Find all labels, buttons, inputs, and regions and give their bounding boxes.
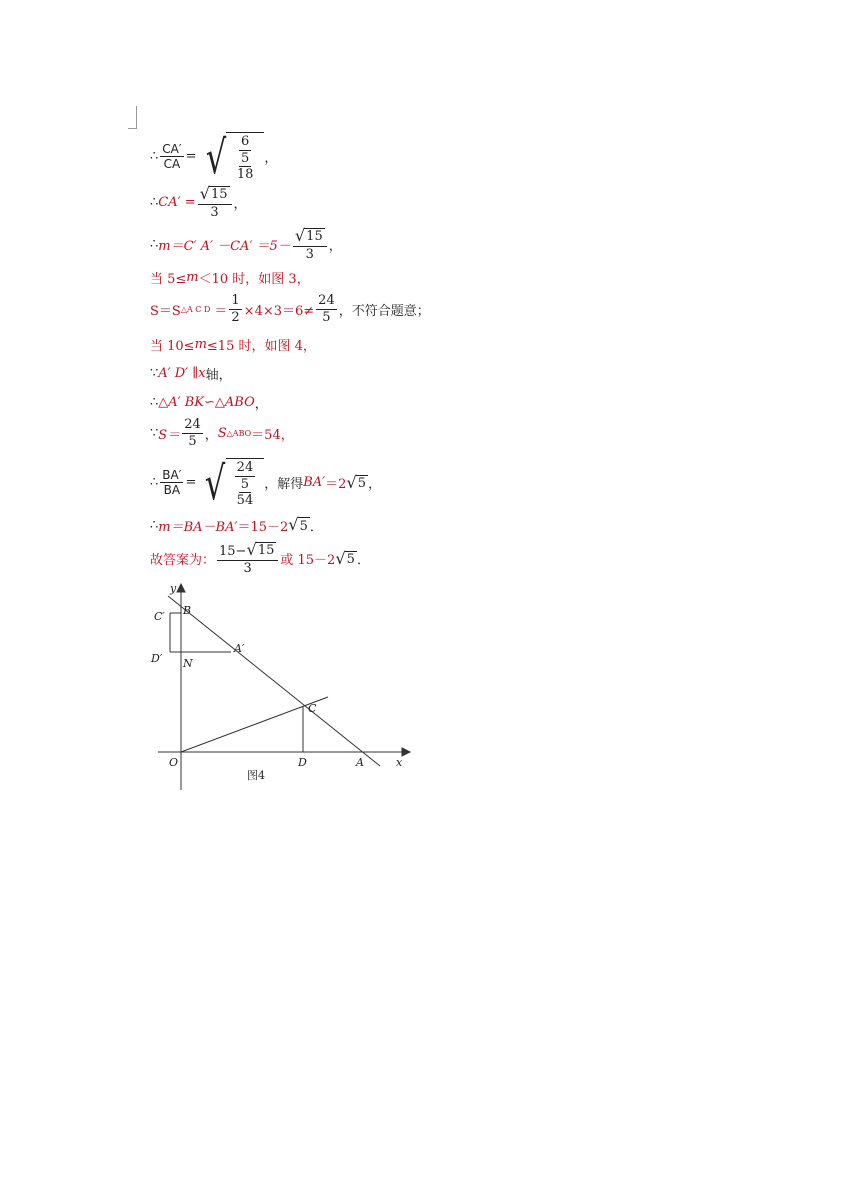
fraction-ca-ratio: $\frac{CA'}{CA}$ (162, 141, 182, 172)
label-c: C (308, 702, 317, 715)
fraction-24-over-5: $\frac{24}{5}$ (318, 293, 335, 325)
line-ratio-ca: ∴ $\frac{CA'}{CA}$ = √ $\frac{6}{\frac{5}{18}}$ ， (150, 129, 278, 184)
sqrt-nested-fraction: √ $\frac{24}{\frac{5}{54}}$ (196, 458, 264, 508)
label-b: B (183, 604, 192, 617)
sqrt-5: √ 5 (346, 472, 367, 492)
label-x: x (396, 756, 403, 769)
line-case-5-10: 当 5≤ m ＜10 时，如图 3， (150, 270, 310, 287)
line-ab (168, 596, 380, 766)
line-area-check: S＝S △A C D ＝ $\frac{1}{2}$ ×4×3＝6≠ $\frac{24}{5}$ ，不符合题意； (150, 293, 430, 325)
line-parallel: ∵ A′ D′ ∥x 轴， (150, 366, 232, 383)
label-a: A (356, 756, 364, 769)
label-d: D (298, 756, 307, 769)
label-y: y (170, 582, 177, 595)
line-m-result: ∴ m＝BA－BA′ ＝15－2 √ 5 ． (150, 515, 323, 535)
ca-prime-expr: CA′ = (158, 195, 196, 211)
line-ca-prime: ∴ CA′ = √ 15 3 ， (150, 184, 247, 220)
fraction-24-over-5: $\frac{24}{5}$ (184, 417, 201, 449)
label-n: N (183, 657, 193, 670)
fraction-sqrt15-over-3: √ 15 3 (198, 186, 232, 219)
fraction-sqrt15-over-3: √ 15 3 (293, 228, 327, 261)
x-axis-arrow (402, 748, 410, 756)
label-d-prime: D′ (151, 652, 163, 665)
fraction-answer-1: 15− √ 15 3 (217, 542, 278, 575)
line-case-10-15: 当 10≤ m ≤15 时，如图 4， (150, 337, 316, 354)
line-m-value: ∴ m＝C′ A′ －CA′ ＝5－ √ 15 3 ， (150, 226, 342, 262)
label-a-prime: A′ (234, 642, 245, 655)
sqrt-5: √ 5 (335, 548, 355, 568)
line-ratio-ba: ∴ $\frac{BA'}{BA}$ = √ $\frac{24}{\frac{5}{54}}$ ，解得 BA′ ＝2 √ 5 ， (150, 455, 382, 510)
m-expression: m＝C′ A′ －CA′ ＝5－ (158, 239, 291, 255)
label-o: O (169, 756, 179, 769)
label-c-prime: C′ (154, 610, 165, 623)
sqrt-nested-fraction: √ $\frac{6}{\frac{5}{18}}$ (197, 132, 265, 182)
figure-4-diagram (140, 578, 420, 790)
y-axis-arrow (177, 584, 185, 592)
line-oc (181, 697, 328, 752)
therefore-symbol: ∴ (150, 149, 159, 165)
line-similar-triangles: ∴ △A′ BK∽△ABO ， (150, 395, 268, 412)
line-final-answer: 故答案为： 15− √ 15 3 或 15－2 √ 5 ． (150, 540, 370, 576)
line-given-areas: ∵ S＝ $\frac{24}{5}$ ， S △ABO ＝54， (150, 417, 294, 449)
fraction-one-half: $\frac{1}{2}$ (231, 293, 240, 325)
page-corner-mark (128, 106, 137, 129)
figure-caption: 图4 (247, 769, 265, 782)
sqrt-5: √ 5 (288, 515, 308, 535)
fraction-ba-ratio: $\frac{BA'}{BA}$ (162, 467, 182, 498)
